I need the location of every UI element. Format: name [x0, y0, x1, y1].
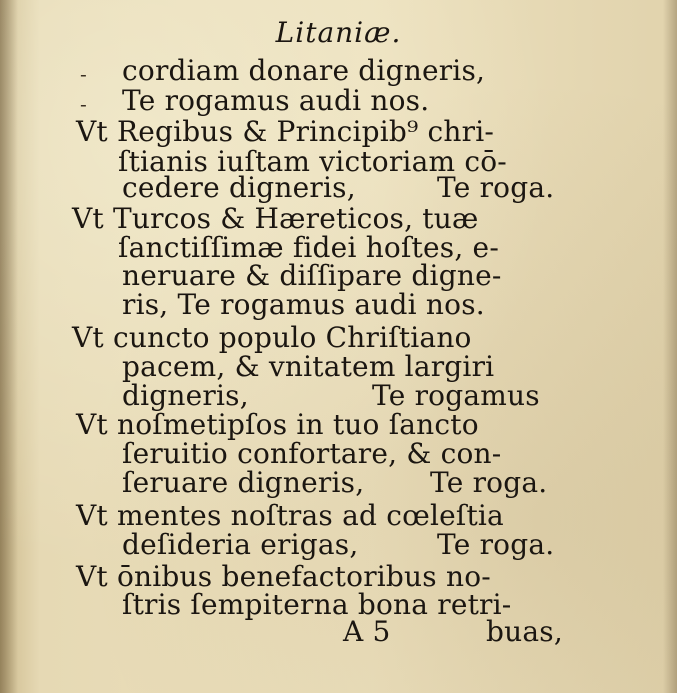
text-line: ſtianis iuſtam victoriam cō- [118, 145, 507, 178]
text-line-left: cedere digneris, [122, 171, 356, 204]
text-line-right: Te rogamus [372, 379, 540, 412]
text-line-right: Te roga. [437, 171, 555, 204]
text-line-left: ſeruare digneris, [122, 466, 365, 499]
margin-mark: - [80, 62, 87, 86]
page-left-edge-shadow [0, 0, 18, 693]
text-line: Vt cuncto populo Chriſtiano [72, 321, 472, 354]
text-line: Vt noſmetipſos in tuo ſancto [76, 408, 479, 441]
text-line: Vt Turcos & Hæreticos, tuæ [72, 202, 479, 235]
text-line: ſanctiſſimæ fidei hoſtes, e- [118, 231, 499, 264]
text-line: Te rogamus audi nos. [122, 84, 430, 117]
page-header: Litaniæ. [275, 16, 402, 49]
text-line: ris, Te rogamus audi nos. [122, 288, 485, 321]
catchword: buas, [486, 615, 563, 648]
text-line: neruare & diſſipare digne- [122, 259, 502, 292]
text-line: Vt mentes noſtras ad cœleſtia [76, 499, 504, 532]
text-line-left: digneris, [122, 379, 249, 412]
text-line: ſeruitio confortare, & con- [122, 437, 502, 470]
text-line: ſtris ſempiterna bona retri- [122, 588, 512, 621]
page-right-edge-shadow [663, 0, 677, 693]
margin-mark: - [80, 92, 87, 116]
text-line-right: Te roga. [430, 466, 548, 499]
signature-mark: A 5 [343, 615, 391, 648]
text-line: Vt Regibus & Principib⁹ chri- [76, 115, 495, 148]
text-line-left: deſideria erigas, [122, 528, 359, 561]
text-line: cordiam donare digneris, [122, 54, 486, 87]
text-line: Vt ōnibus benefactoribus no- [76, 560, 491, 593]
text-line-right: Te roga. [437, 528, 555, 561]
text-line: pacem, & vnitatem largiri [122, 350, 495, 383]
